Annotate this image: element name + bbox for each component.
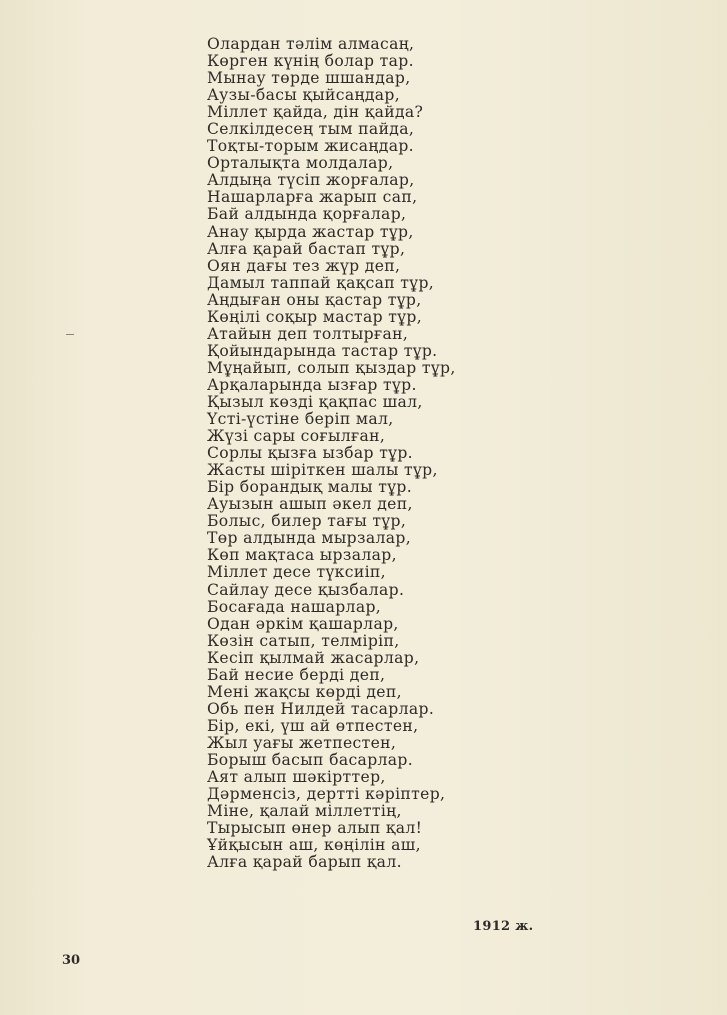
poem-line: Ауызын ашып әкел деп, <box>207 495 413 514</box>
poem-line: Қойындарында тастар тұр. <box>207 341 438 360</box>
poem-line: Бір борандық малы тұр. <box>207 478 413 497</box>
poem-text <box>207 36 456 871</box>
poem-line: Аят алып шәкірттер, <box>207 768 386 787</box>
poem-line: Көңілі соқыр мастар тұр, <box>207 307 423 326</box>
poem-line: Алдыңа түсіп жорғалар, <box>207 171 415 190</box>
poem-line: Босағада нашарлар, <box>207 597 382 616</box>
poem-line: Міллет қайда, дін қайда? <box>207 103 424 122</box>
poem-line: Сайлау десе қызбалар. <box>207 580 405 599</box>
poem-line: Сорлы қызға ызбар тұр. <box>207 444 413 463</box>
poem-line: Мұңайып, солып қыздар тұр, <box>207 358 456 377</box>
poem-line: Мынау төрде шшандар, <box>207 69 411 88</box>
poem-line: Алға қарай бастап тұр, <box>207 239 406 258</box>
poem-line: Селкілдесең тым пайда, <box>207 120 415 139</box>
poem-line: Атайын деп толтырған, <box>207 324 409 343</box>
poem-line: Одан әркім қашарлар, <box>207 614 399 633</box>
poem-line: Міне, қалай міллеттің, <box>207 802 402 821</box>
poem-line: Борыш басып басарлар. <box>207 750 414 769</box>
poem-line: Ұйқысын аш, көңілін аш, <box>207 836 421 855</box>
poem-line: Нашарларға жарып сап, <box>207 188 418 207</box>
poem-line: Бай несие берді деп, <box>207 665 386 684</box>
poem-line: Дәрменсіз, дертті кәріптер, <box>207 785 446 804</box>
poem-line: Аузы-басы қыйсаңдар, <box>207 86 401 105</box>
poem-line: Орталықта молдалар, <box>207 154 394 173</box>
poem-line: Тоқты-торым жисаңдар. <box>207 137 414 156</box>
poem-line: Төр алдында мырзалар, <box>207 529 412 548</box>
poem-line: Қызыл көзді қақпас шал, <box>207 392 423 411</box>
poem-line: Көп мақтаса ырзалар, <box>207 546 397 565</box>
poem-line: Кесіп қылмай жасарлар, <box>207 648 420 667</box>
poem-line: Жүзі сары соғылған, <box>207 427 386 446</box>
poem-line: Анау қырда жастар тұр, <box>207 222 414 241</box>
page-number: 30 <box>62 953 81 968</box>
margin-mark <box>66 334 74 335</box>
poem-line: Тырысып өнер алып қал! <box>207 819 423 838</box>
poem-line: Арқаларында ызғар тұр. <box>207 375 417 394</box>
poem-line: Көрген күнің болар тар. <box>207 52 414 71</box>
poem-line: Обь пен Нилдей тасарлар. <box>207 699 435 718</box>
poem-line: Дамыл таппай қақсап тұр, <box>207 273 435 292</box>
poem-line: Жасты шіріткен шалы тұр, <box>207 461 438 480</box>
poem-line: Мені жақсы көрді деп, <box>207 682 402 701</box>
poem-line: Жыл уағы жетпестен, <box>207 733 397 752</box>
poem-line: Аңдыған оны қастар тұр, <box>207 290 422 309</box>
poem-line: Көзін сатып, телміріп, <box>207 631 400 650</box>
poem-line: Алға қарай барып қал. <box>207 853 402 872</box>
poem-line: Оян дағы тез жүр деп, <box>207 256 401 275</box>
poem-line: Олардан тәлім алмасаң, <box>207 35 415 53</box>
poem-line: Бай алдында қорғалар, <box>207 205 407 224</box>
poem-line: Бір, екі, үш ай өтпестен, <box>207 716 419 735</box>
poem-line: Міллет десе түксиіп, <box>207 563 386 582</box>
poem-date: 1912 ж. <box>473 919 534 934</box>
poem-line: Болыс, билер тағы тұр, <box>207 512 407 531</box>
poem-line: Үсті-үстіне беріп мал, <box>207 410 394 429</box>
